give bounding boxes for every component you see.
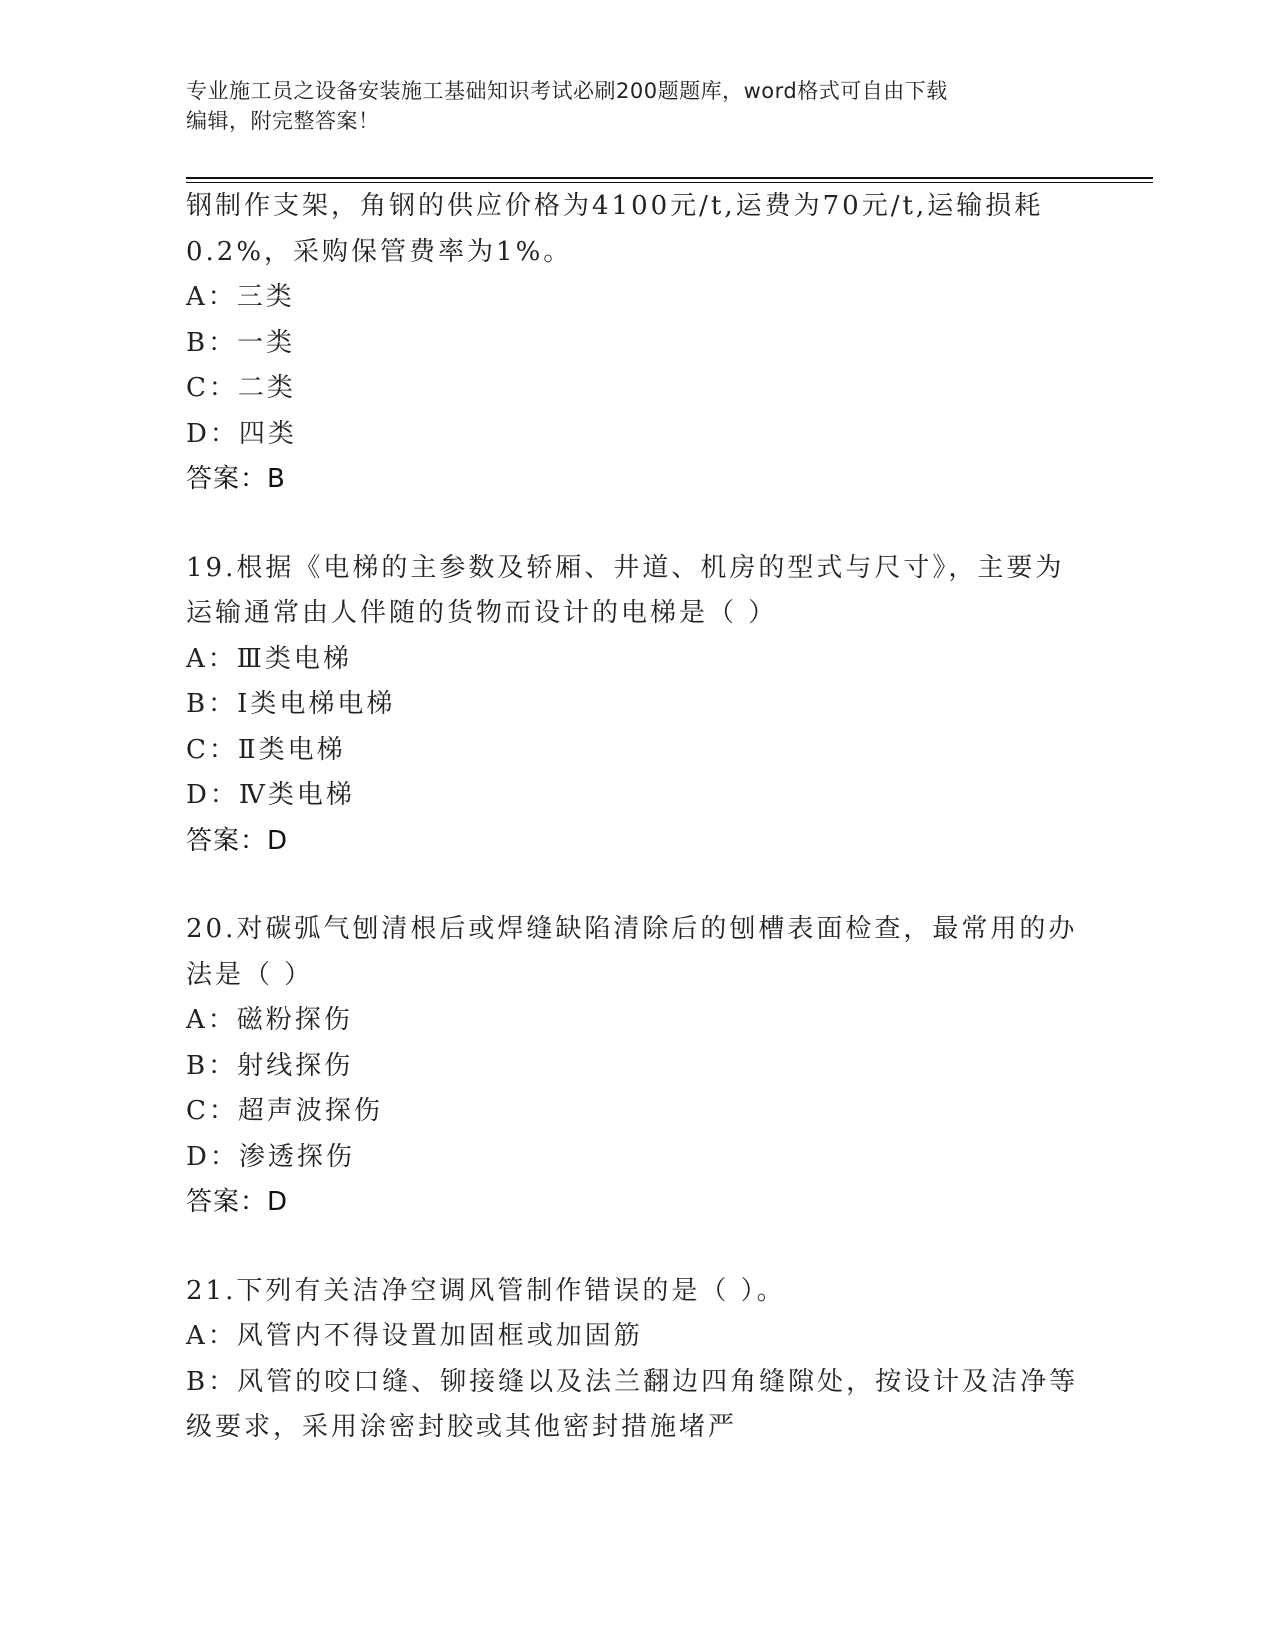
- question-stem-line: 钢制作支架，角钢的供应价格为4100元/t,运费为70元/t,运输损耗: [186, 191, 1044, 221]
- question-stem-line: 20.对碳弧气刨清根后或焊缝缺陷清除后的刨槽表面检查，最常用的办: [186, 914, 1078, 944]
- question-spacer: [186, 503, 1076, 546]
- option-a: A：磁粉探伤: [186, 1005, 353, 1035]
- option-a: A：三类: [186, 282, 295, 312]
- header-rule-thin: [186, 182, 1153, 183]
- header-title-line-1: 专业施工员之设备安装施工基础知识考试必刷200题题库，word格式可自由下载: [186, 79, 948, 103]
- question-stem-line: 运输通常由人伴随的货物而设计的电梯是（ ）: [186, 598, 778, 628]
- option-d: D：Ⅳ类电梯: [186, 780, 355, 810]
- option-c: C：二类: [186, 373, 296, 403]
- question-stem-line: 0.2%，采购保管费率为1%。: [186, 236, 573, 267]
- question-stem-line: 19.根据《电梯的主参数及轿厢、井道、机房的型式与尺寸》，主要为: [186, 552, 1065, 583]
- option-d: D：渗透探伤: [186, 1141, 355, 1172]
- answer-line: 答案：D: [186, 825, 289, 856]
- question-stem-line: 法是（ ）: [186, 959, 314, 990]
- option-d: D：四类: [186, 418, 297, 449]
- option-b-continuation: 级要求，采用涂密封胶或其他密封措施堵严: [186, 1412, 738, 1442]
- header-rule-thick: [186, 177, 1153, 179]
- question-20: [186, 907, 1076, 1226]
- option-a: A：风管内不得设置加固框或加固筋: [186, 1321, 643, 1351]
- option-b: B：射线探伤: [186, 1050, 354, 1081]
- question-spacer: [186, 864, 1076, 907]
- question-list: [186, 184, 1079, 1451]
- question-spacer: [186, 1226, 1076, 1269]
- option-b: B：风管的咬口缝、铆接缝以及法兰翻边四角缝隙处，按设计及洁净等: [186, 1366, 1079, 1397]
- answer-line: 答案：B: [186, 464, 286, 494]
- option-b: B：Ⅰ类电梯电梯: [186, 689, 396, 719]
- question-18: [186, 184, 1076, 503]
- header-title-line-2: 编辑，附完整答案！: [186, 109, 380, 133]
- question-stem-line: 21.下列有关洁净空调风管制作错误的是（ ）。: [186, 1275, 786, 1306]
- option-c: C：Ⅱ类电梯: [186, 734, 346, 765]
- option-b: B：一类: [186, 327, 296, 358]
- document-header: [186, 76, 1066, 136]
- question-21: [186, 1269, 1079, 1451]
- option-a: A：Ⅲ类电梯: [186, 643, 352, 674]
- option-c: C：超声波探伤: [186, 1096, 383, 1126]
- answer-line: 答案：D: [186, 1187, 289, 1217]
- question-19: [186, 546, 1076, 865]
